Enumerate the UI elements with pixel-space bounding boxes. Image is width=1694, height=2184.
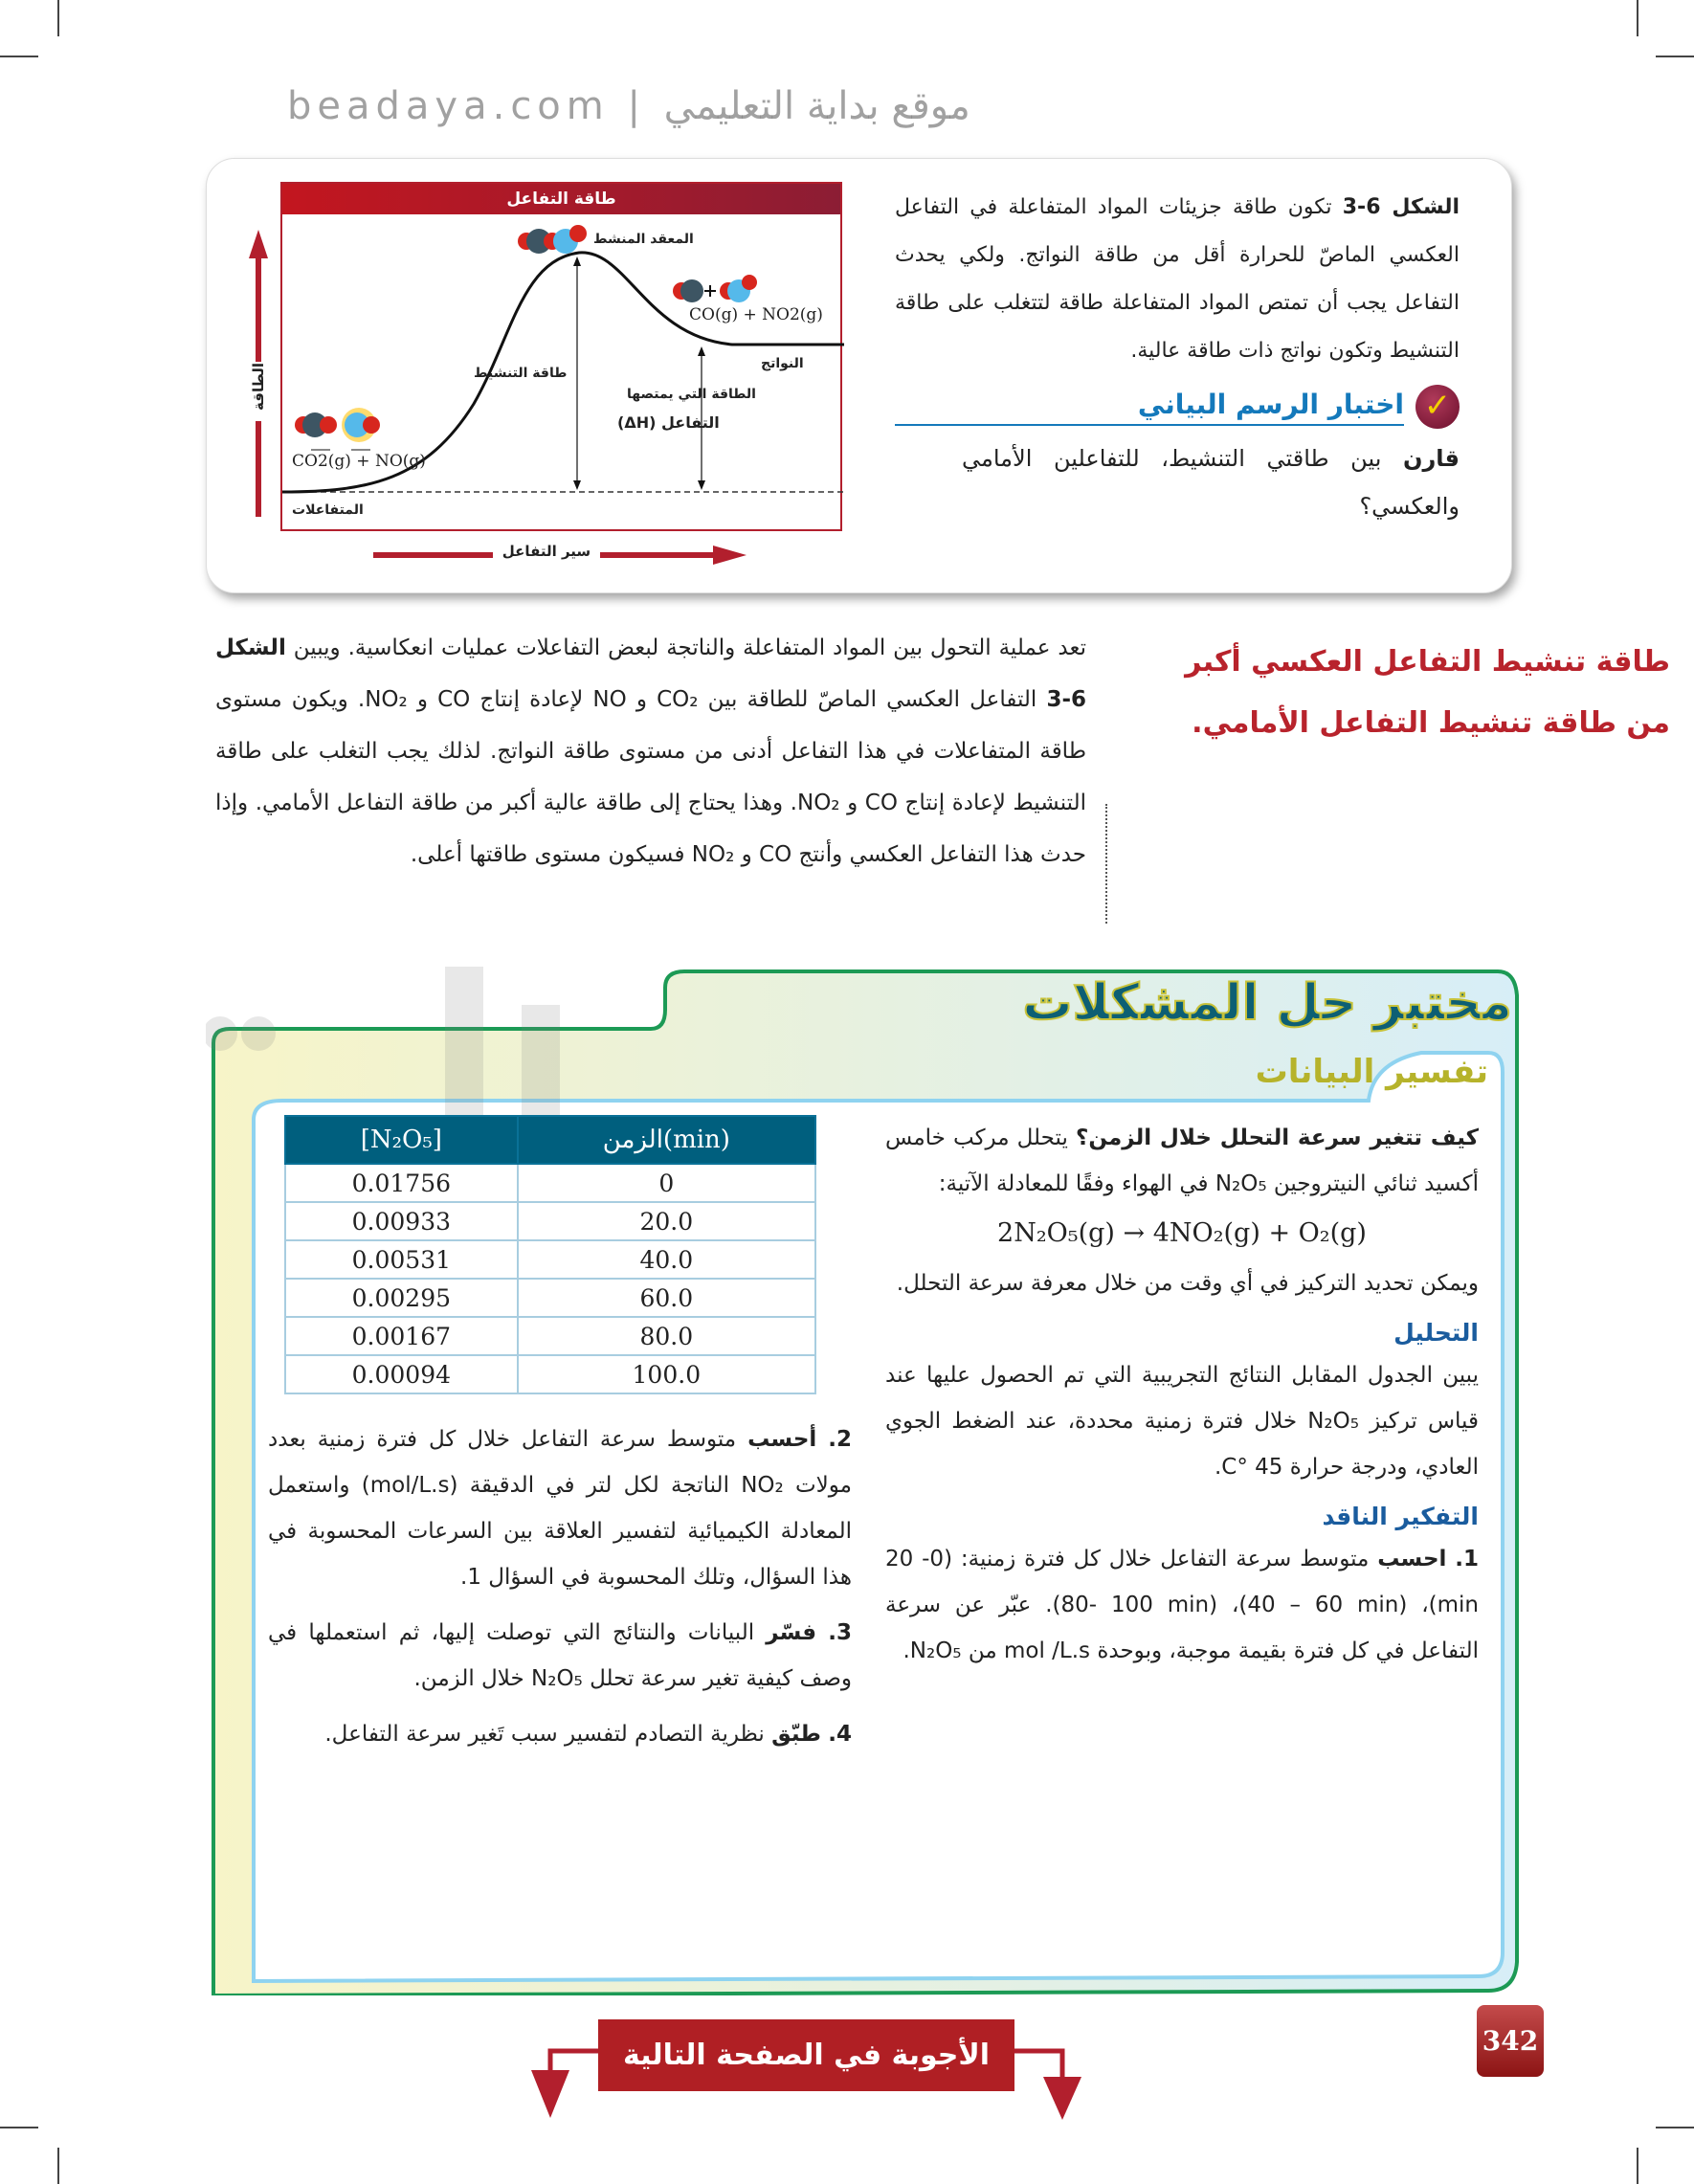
table-header-concentration: [N₂O₅] bbox=[285, 1116, 518, 1164]
chemical-equation: 2N₂O₅(g) → 4NO₂(g) + O₂(g) bbox=[997, 1218, 1367, 1248]
products-label: النواتج bbox=[761, 356, 804, 371]
problem-lab-box bbox=[206, 967, 1522, 1995]
question-1 bbox=[885, 1536, 1479, 1674]
table-row bbox=[285, 1355, 815, 1393]
figure-caption bbox=[895, 184, 1460, 375]
caption-label: الشكل 6-3 bbox=[1342, 195, 1460, 219]
reactants-formula: CO2(g) + NO(g) bbox=[292, 452, 426, 471]
y-axis-label: الطاقة bbox=[250, 363, 267, 411]
question-verb: طبّق bbox=[771, 1722, 821, 1747]
graph-check-title: اختبار الرسم البياني bbox=[895, 389, 1404, 426]
question-4 bbox=[268, 1711, 852, 1757]
crop-mark bbox=[57, 2148, 59, 2184]
time-cell: 20.0 bbox=[518, 1202, 815, 1240]
activated-complex-label: المعقد المنشط bbox=[593, 232, 694, 247]
question-text: نظرية التصادم لتفسير سبب تَغير سرعة التفاعل. bbox=[324, 1722, 765, 1747]
time-cell: 100.0 bbox=[518, 1355, 815, 1393]
activated-complex-molecule bbox=[518, 225, 587, 254]
table-row bbox=[285, 1240, 815, 1279]
activation-energy-label: طاقة التنشيط bbox=[474, 366, 568, 381]
question-number: 1. bbox=[1455, 1547, 1480, 1571]
figure-reference: الشكل 6-3 bbox=[215, 635, 1087, 712]
graph-check-question bbox=[962, 435, 1460, 530]
crop-mark bbox=[0, 56, 38, 57]
lab-right-column bbox=[885, 1115, 1479, 1674]
concentration-cell: 0.00094 bbox=[285, 1355, 518, 1393]
diagram-title: طاقة التفاعل bbox=[282, 184, 840, 214]
energy-curve bbox=[282, 184, 844, 533]
table-row bbox=[285, 1279, 815, 1317]
crop-mark bbox=[0, 2127, 38, 2128]
watermark-text: beadaya.com | موقع بداية التعليمي bbox=[287, 84, 970, 128]
concentration-cell: 0.01756 bbox=[285, 1164, 518, 1202]
analysis-heading: التحليل bbox=[1393, 1319, 1479, 1347]
question-number: 3. bbox=[828, 1620, 853, 1645]
question-text: متوسط سرعة التفاعل خلال كل فترة زمنية: (0- 20 min)، (40 – 60 min)، (80- 100 min). عبّر عن سرعة التفاعل في كل فترة بقيمة موجبة، وبوحدة mol /L.s من N₂O₅. bbox=[885, 1547, 1480, 1663]
data-table bbox=[284, 1115, 816, 1394]
lab-title: مختبر حل المشكلات bbox=[1022, 974, 1512, 1032]
crop-mark bbox=[57, 0, 59, 36]
next-page-banner[interactable]: الأجوبة في الصفحة التالية bbox=[598, 2019, 1014, 2091]
question-verb: احسب bbox=[1377, 1547, 1447, 1571]
concentration-cell: 0.00295 bbox=[285, 1279, 518, 1317]
delta-h-label: التفاعل (ΔH) bbox=[617, 413, 720, 432]
crop-mark bbox=[1656, 2127, 1694, 2128]
body-paragraph bbox=[215, 622, 1086, 880]
lab-intro bbox=[885, 1115, 1479, 1207]
products-molecules bbox=[673, 275, 757, 302]
time-cell: 60.0 bbox=[518, 1279, 815, 1317]
crop-mark bbox=[1637, 0, 1638, 36]
dotted-divider bbox=[1105, 804, 1107, 924]
lab-intro-text: يتحلل مركب خامس أكسيد ثنائي النيتروجين N₂O₅ في الهواء وفقًا للمعادلة الآتية: bbox=[885, 1125, 1479, 1196]
question-text: متوسط سرعة التفاعل خلال كل فترة زمنية بعدد مولات NO₂ الناتجة لكل لتر في الدقيقة (mol/L.s) واستعمل المعادلة الكيميائية لتفسير العلاقة بين السرعات المحسوبة في هذا السؤال، وتلك المحسوبة في السؤال 1. bbox=[268, 1427, 852, 1590]
concentration-cell: 0.00933 bbox=[285, 1202, 518, 1240]
caption-column bbox=[895, 184, 1460, 530]
question-verb: قارن bbox=[1402, 445, 1460, 472]
checkmark-icon: ✓ bbox=[1415, 385, 1460, 429]
reactants-molecules bbox=[295, 408, 380, 450]
paragraph-text: تعد عملية التحول بين المواد المتفاعلة والناتجة لبعض التفاعلات عمليات انعكاسية. ويبين bbox=[293, 635, 1086, 660]
table-header-time: الزمن(min) bbox=[518, 1116, 815, 1164]
table-row bbox=[285, 1164, 815, 1202]
concentration-cell: 0.00531 bbox=[285, 1240, 518, 1279]
energy-diagram bbox=[280, 182, 842, 531]
lab-left-column bbox=[268, 1416, 852, 1757]
question-text: بين طاقتي التنشيط، للتفاعلين الأمامي والعكسي؟ bbox=[962, 445, 1460, 520]
page-number: 342 bbox=[1477, 2005, 1544, 2077]
answer-note: طاقة تنشيط التفاعل العكسي أكبر من طاقة تنشيط التفاعل الأمامي. bbox=[1185, 645, 1670, 740]
paragraph-text: التفاعل العكسي الماصّ للطاقة بين CO₂ و NO لإعادة إنتاج CO و NO₂. ويكون مستوى طاقة المتفاعلات في هذا التفاعل أدنى من مستوى طاقة النواتج. لذلك يجب التغلب على طاقة التنشيط لإعادة إنتاج CO و NO₂. وهذا يحتاج إلى طاقة عالية أكبر من طاقة التفاعل الأمامي. وإذا حدث هذا التفاعل العكسي وأنتج CO و NO₂ فسيكون مستوى طاقتها أعلى. bbox=[215, 687, 1087, 867]
time-cell: 80.0 bbox=[518, 1317, 815, 1355]
reactants-label: المتفاعلات bbox=[292, 502, 364, 518]
crop-mark bbox=[1656, 56, 1694, 57]
products-formula: CO(g) + NO2(g) bbox=[689, 305, 823, 324]
question-3 bbox=[268, 1610, 852, 1702]
x-axis-label: سير التفاعل bbox=[502, 543, 591, 560]
time-cell: 0 bbox=[518, 1164, 815, 1202]
absorbed-energy-label: الطاقة التي يمتصها bbox=[627, 387, 756, 402]
caption-text: تكون طاقة جزيئات المواد المتفاعلة في التفاعل العكسي الماصّ للحرارة أقل من طاقة النواتج. ولكي يحدث التفاعل يجب أن تمتص المواد المتفاعلة طاقة لتتغلب على طاقة التنشيط وتكون نواتج ذات طاقة عالية. bbox=[895, 195, 1460, 363]
question-number: 4. bbox=[828, 1722, 852, 1747]
table-row bbox=[285, 1202, 815, 1240]
question-verb: فسّر bbox=[766, 1620, 817, 1645]
lab-subtitle: تفسير البيانات bbox=[1255, 1053, 1488, 1091]
question-text: البيانات والنتائج التي توصلت إليها، ثم استعملها في وصف كيفية تغير سرعة تحلل N₂O₅ خلال الزمن. bbox=[268, 1620, 852, 1691]
table-row bbox=[285, 1317, 815, 1355]
critical-thinking-heading: التفكير الناقد bbox=[1322, 1503, 1479, 1530]
question-verb: أحسب bbox=[747, 1427, 817, 1452]
concentration-cell: 0.00167 bbox=[285, 1317, 518, 1355]
crop-mark bbox=[1637, 2148, 1638, 2184]
graph-check-header bbox=[895, 385, 1460, 429]
analysis-text: يبين الجدول المقابل النتائج التجريبية التي تم الحصول عليها عند قياس تركيز N₂O₅ خلال فترة زمنية محددة، عند الضغط الجوي العادي، ودرجة حرارة 45 °C. bbox=[885, 1363, 1479, 1480]
time-cell: 40.0 bbox=[518, 1240, 815, 1279]
question-number: 2. bbox=[828, 1427, 853, 1452]
question-2 bbox=[268, 1416, 852, 1600]
lab-intro-2: ويمكن تحديد التركيز في أي وقت من خلال معرفة سرعة التحلل. bbox=[896, 1271, 1479, 1296]
lab-question: كيف تتغير سرعة التحلل خلال الزمن؟ bbox=[1076, 1125, 1480, 1150]
